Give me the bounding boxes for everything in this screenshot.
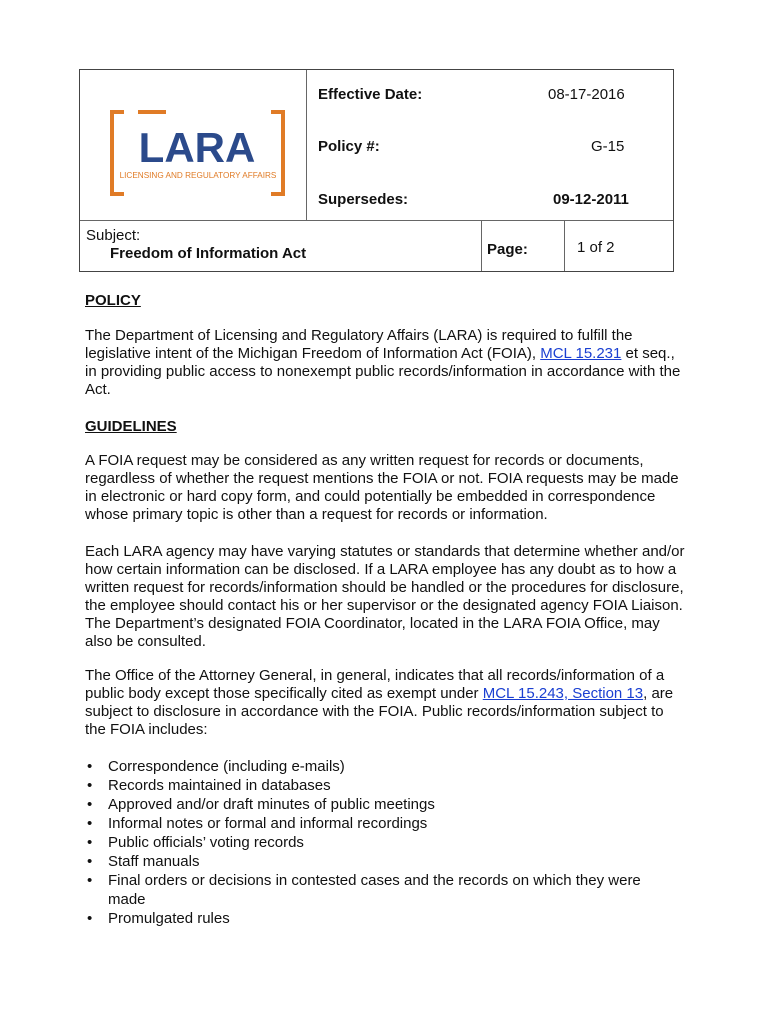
- list-item: • Correspondence (including e-mails): [85, 757, 675, 776]
- effective-date-value: 08-17-2016: [548, 86, 625, 103]
- list-item: • Final orders or decisions in contested cases and the records on which they were made: [85, 871, 675, 909]
- subject-label: Subject:: [86, 227, 141, 244]
- list-item: • Informal notes or formal and informal recordings: [85, 814, 675, 833]
- public-records-list: [85, 757, 675, 928]
- guidelines-p3-text-start: The Office of the Attorney General, in general, indicates that all records/information of a public body except those specifically cited as exempt under: [85, 667, 665, 702]
- guidelines-heading: GUIDELINES: [85, 418, 177, 435]
- divider: [306, 70, 307, 220]
- list-item: • Records maintained in databases: [85, 776, 675, 795]
- mcl-15-231-link[interactable]: MCL 15.231: [540, 345, 622, 362]
- policy-paragraph: [85, 327, 685, 399]
- page-value: 1 of 2: [577, 239, 615, 256]
- policy-text-end: et seq., in providing public access to nonexempt public records/information in accordance with the Act.: [85, 345, 681, 398]
- list-item: • Promulgated rules: [85, 909, 675, 928]
- supersedes-label: Supersedes:: [318, 191, 409, 208]
- header-table: [79, 69, 674, 272]
- policy-heading: POLICY: [85, 292, 141, 309]
- guidelines-paragraph-1: A FOIA request may be considered as any written request for records or documents, regardless of whether the request mentions the FOIA or not. FOIA requests may be made in electronic or hard copy form, and could potentially be embedded in correspondence whose primary topic is other than a request for records or information.: [85, 452, 679, 523]
- logo-wordmark: LARA: [138, 124, 256, 171]
- guidelines-paragraph-2: Each LARA agency may have varying statutes or standards that determine whether and/or how certain information can be disclosed. If a LARA employee has any doubt as to how a written request for records/information should be handled or the procedures for disclosure, the employee should contact his or her supervisor or the designated agency FOIA Liaison. The Department’s designated FOIA Coordinator, located in the LARA FOIA Office, may also be consulted.: [85, 543, 685, 650]
- policy-text-start: The Department of Licensing and Regulatory Affairs (LARA) is required to fulfill the legislative intent of the Michigan Freedom of Information Act (FOIA),: [85, 327, 633, 362]
- guidelines-p3-text-end: , are subject to disclosure in accordance with the FOIA. Public records/information subject to the FOIA includes:: [85, 685, 674, 738]
- policy-number-value: G-15: [591, 138, 625, 155]
- logo-tagline: LICENSING AND REGULATORY AFFAIRS: [119, 171, 277, 180]
- effective-date-label: Effective Date:: [318, 86, 423, 103]
- divider: [564, 220, 565, 271]
- list-item: • Public officials’ voting records: [85, 833, 675, 852]
- page-label: Page:: [487, 241, 528, 258]
- mcl-15-243-link[interactable]: MCL 15.243, Section 13: [482, 685, 644, 702]
- supersedes-value: 09-12-2011: [553, 191, 629, 208]
- divider: [80, 220, 673, 221]
- guidelines-paragraph-3: [85, 667, 685, 739]
- lara-logo: [110, 108, 285, 198]
- policy-number-label: Policy #:: [318, 138, 380, 155]
- subject-value: Freedom of Information Act: [110, 245, 307, 262]
- divider: [481, 220, 482, 271]
- list-item: • Approved and/or draft minutes of public meetings: [85, 795, 675, 814]
- list-item: • Staff manuals: [85, 852, 675, 871]
